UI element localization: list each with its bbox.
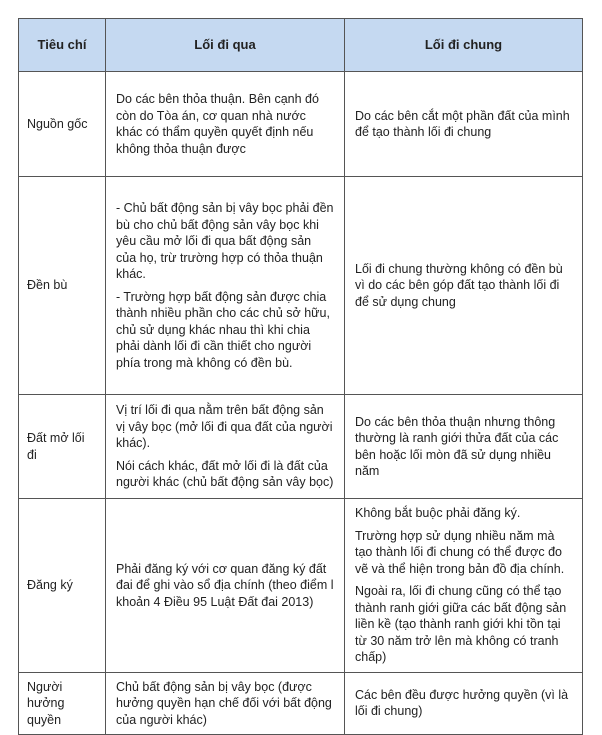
cell-text: Trường hợp sử dụng nhiều năm mà tạo thành lối đi chung có thể được đo vẽ và thể hiện trong bản đồ địa chính. xyxy=(355,528,565,576)
cell-text: Do các bên thỏa thuận. Bên cạnh đó còn do Tòa án, cơ quan nhà nước khác có thẩm quyền quyết định nếu không thỏa thuận được xyxy=(116,92,319,156)
common-cell xyxy=(345,72,583,177)
criterion-cell: Đăng ký xyxy=(19,499,106,673)
table-row xyxy=(19,177,583,395)
header-common-passage: Lối đi chung xyxy=(345,19,583,72)
cell-text: Lối đi chung thường không có đền bù vì do các bên góp đất tạo thành lối đi để sử dụng chung xyxy=(355,261,563,309)
comparison-table xyxy=(18,18,583,735)
header-criterion: Tiêu chí xyxy=(19,19,106,72)
cell-text: Không bắt buộc phải đăng ký. xyxy=(355,506,521,520)
passage-cell xyxy=(106,499,345,673)
cell-text: Chủ bất động sản bị vây bọc (được hưởng quyền hạn chế đối với bất động của người khác) xyxy=(116,679,332,727)
cell-text: Do các bên thỏa thuận nhưng thông thường là ranh giới thửa đất của các bên hoặc lối mòn đã sử dụng nhiều năm xyxy=(355,414,559,478)
cell-text: Các bên đều được hưởng quyền (vì là lối đi chung) xyxy=(355,687,569,719)
passage-cell xyxy=(106,395,345,499)
common-cell xyxy=(345,672,583,735)
table-row xyxy=(19,672,583,735)
cell-text: Ngoài ra, lối đi chung cũng có thể tạo thành ranh giới giữa các bất động sản liền kề (tạo thành ranh giới khi tồn tại từ 30 năm trở lên mà không có tranh chấp) xyxy=(355,584,567,664)
criterion-cell: Người hưởng quyền xyxy=(19,672,106,735)
cell-text: - Chủ bất động sản bị vây bọc phải đền bù cho chủ bất động sản vây bọc khi yêu cầu mở lối đi qua bất động sản của họ, trừ trường hợp có thỏa thuận khác. xyxy=(116,201,334,281)
passage-cell xyxy=(106,672,345,735)
passage-cell xyxy=(106,177,345,395)
cell-text: Do các bên cắt một phần đất của mình để tạo thành lối đi chung xyxy=(355,108,570,139)
comparison-table-container xyxy=(18,18,582,735)
table-row xyxy=(19,395,583,499)
table-row xyxy=(19,499,583,673)
cell-text: Phải đăng ký với cơ quan đăng ký đất đai để ghi vào sổ địa chính (theo điểm l khoản 4 Điều 95 Luật Đất đai 2013) xyxy=(116,561,334,609)
cell-text: Nói cách khác, đất mở lối đi là đất của người khác (chủ bất động sản vây bọc) xyxy=(116,458,334,490)
common-cell xyxy=(345,499,583,673)
criterion-cell: Nguồn gốc xyxy=(19,72,106,177)
cell-text: Vị trí lối đi qua nằm trên bất động sản vị vây bọc (mở lối đi qua đất của người khác). xyxy=(116,403,333,451)
criterion-cell: Đền bù xyxy=(19,177,106,395)
table-row xyxy=(19,72,583,177)
header-row xyxy=(19,19,583,72)
common-cell xyxy=(345,177,583,395)
cell-text: - Trường hợp bất động sản được chia thành nhiều phần cho các chủ sở hữu, chủ sử dụng khác nhau thì khi chia phải dành lối đi cần thiết cho người phía trong mà không có đền bù. xyxy=(116,289,330,370)
header-passage: Lối đi qua xyxy=(106,19,345,72)
passage-cell xyxy=(106,72,345,177)
common-cell xyxy=(345,395,583,499)
criterion-cell: Đất mở lối đi xyxy=(19,395,106,499)
